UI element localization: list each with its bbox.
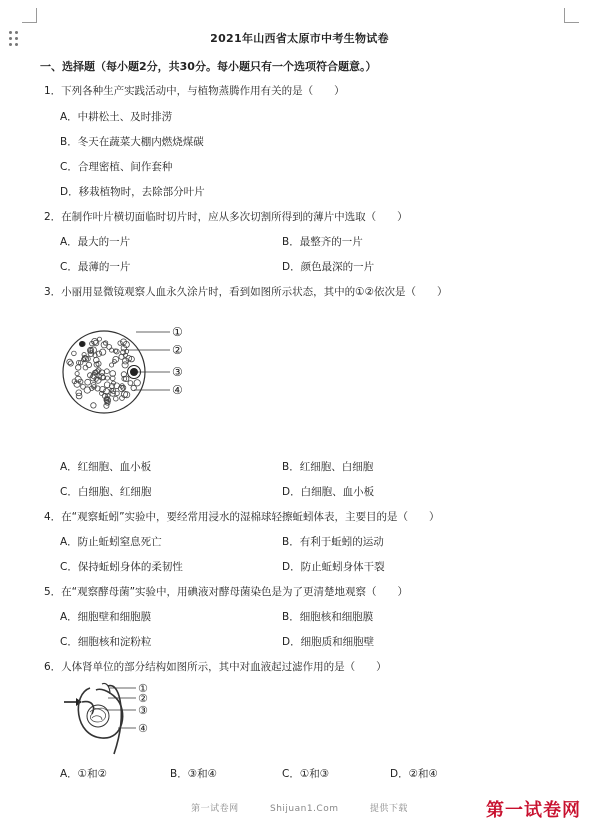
q3-option-d[interactable]: D．白细胞、血小板 (282, 486, 375, 498)
question-4-stem: 4．在“观察蚯蚓”实验中，要经常用浸水的湿棉球轻擦蚯蚓体表，主要目的是（ ） (44, 511, 440, 523)
blood-cell (85, 379, 91, 385)
q3-option-c[interactable]: C．白细胞、红细胞 (60, 486, 152, 498)
watermark-logo: 第一试卷网 (486, 800, 581, 821)
blood-cell (114, 396, 119, 401)
blood-cell (128, 381, 133, 386)
q4-option-a[interactable]: A．防止蚯蚓窒息死亡 (60, 536, 162, 548)
q5-option-a[interactable]: A．细胞壁和细胞膜 (60, 611, 152, 623)
blood-cell (98, 337, 102, 341)
q1-option-b[interactable]: B．冬天在蔬菜大棚内燃烧煤碳 (60, 136, 204, 148)
page-title: 2021年山西省太原市中考生物试卷 (210, 32, 389, 45)
q1-option-a[interactable]: A．中耕松土、及时排涝 (60, 111, 173, 123)
blood-cell (105, 369, 110, 374)
blood-cell (67, 359, 73, 365)
blood-label-1: ① (172, 325, 183, 339)
question-1-stem: 1．下列各种生产实践活动中，与植物蒸腾作用有关的是（ ） (44, 85, 345, 97)
section-heading: 一、选择题（每小题2分，共30分。每小题只有一个选项符合题意。） (40, 60, 377, 73)
crop-mark-top-right (564, 8, 579, 23)
q2-option-c[interactable]: C．最薄的一片 (60, 261, 131, 273)
q6-option-d[interactable]: D．②和④ (390, 768, 438, 780)
blood-cell (104, 403, 109, 408)
blood-cell (75, 372, 79, 376)
question-5-stem: 5．在“观察酵母菌”实验中，用碘液对酵母菌染色是为了更清楚地观察（ ） (44, 586, 409, 598)
q2-option-d[interactable]: D．颜色最深的一片 (282, 261, 375, 273)
blood-smear-figure (62, 318, 202, 428)
q3-option-b[interactable]: B．红细胞、白细胞 (282, 461, 374, 473)
question-3-stem: 3．小丽用显微镜观察人血永久涂片时，看到如图所示状态，其中的①②依次是（ ） (44, 286, 448, 298)
blood-cell (91, 403, 96, 408)
q1-option-d[interactable]: D．移栽植物时，去除部分叶片 (60, 186, 205, 198)
blood-label-4: ④ (172, 383, 183, 397)
kidney-nephron-figure (62, 680, 172, 760)
footer-right: 提供下载 (369, 804, 408, 814)
q5-option-d[interactable]: D．细胞质和细胞壁 (282, 636, 375, 648)
blood-cell (99, 370, 104, 375)
question-2-stem: 2．在制作叶片横切面临时切片时，应从多次切割所得到的薄片中选取（ ） (44, 211, 408, 223)
blood-cell (112, 360, 116, 364)
crop-mark-top-left (22, 8, 37, 23)
kidney-label-2: ② (138, 692, 148, 705)
q6-option-b[interactable]: B．③和④ (170, 768, 218, 780)
footer-left: 第一试卷网 (191, 804, 239, 814)
blood-cell (86, 362, 91, 367)
q1-option-c[interactable]: C．合理密植、间作套种 (60, 161, 173, 173)
kidney-label-4: ④ (138, 722, 148, 735)
kidney-label-3: ③ (138, 704, 148, 717)
blood-cell (81, 384, 86, 389)
q4-option-b[interactable]: B．有利于蚯蚓的运动 (282, 536, 384, 548)
q3-option-a[interactable]: A．红细胞、血小板 (60, 461, 152, 473)
blood-cell (100, 349, 106, 355)
q5-option-c[interactable]: C．细胞核和淀粉粒 (60, 636, 152, 648)
footer-center[interactable]: Shijuan1.Com (270, 804, 339, 814)
blood-cell (110, 363, 114, 367)
kidney-label-1: ① (138, 682, 148, 695)
q4-option-d[interactable]: D．防止蚯蚓身体干裂 (282, 561, 385, 573)
q5-option-b[interactable]: B．细胞核和细胞膜 (282, 611, 374, 623)
question-6-stem: 6．人体肾单位的部分结构如图所示，其中对血液起过滤作用的是（ ） (44, 661, 387, 673)
q2-option-b[interactable]: B．最整齐的一片 (282, 236, 363, 248)
q6-option-c[interactable]: C．①和③ (282, 768, 330, 780)
q6-option-a[interactable]: A．①和② (60, 768, 108, 780)
q4-option-c[interactable]: C．保持蚯蚓身体的柔韧性 (60, 561, 183, 573)
blood-cell (134, 380, 140, 386)
blood-cell (72, 351, 77, 356)
blood-label-2: ② (172, 343, 183, 357)
blood-cell (76, 365, 81, 370)
blood-cell (83, 365, 88, 370)
q2-option-a[interactable]: A．最大的一片 (60, 236, 131, 248)
blood-label-3: ③ (172, 365, 183, 379)
